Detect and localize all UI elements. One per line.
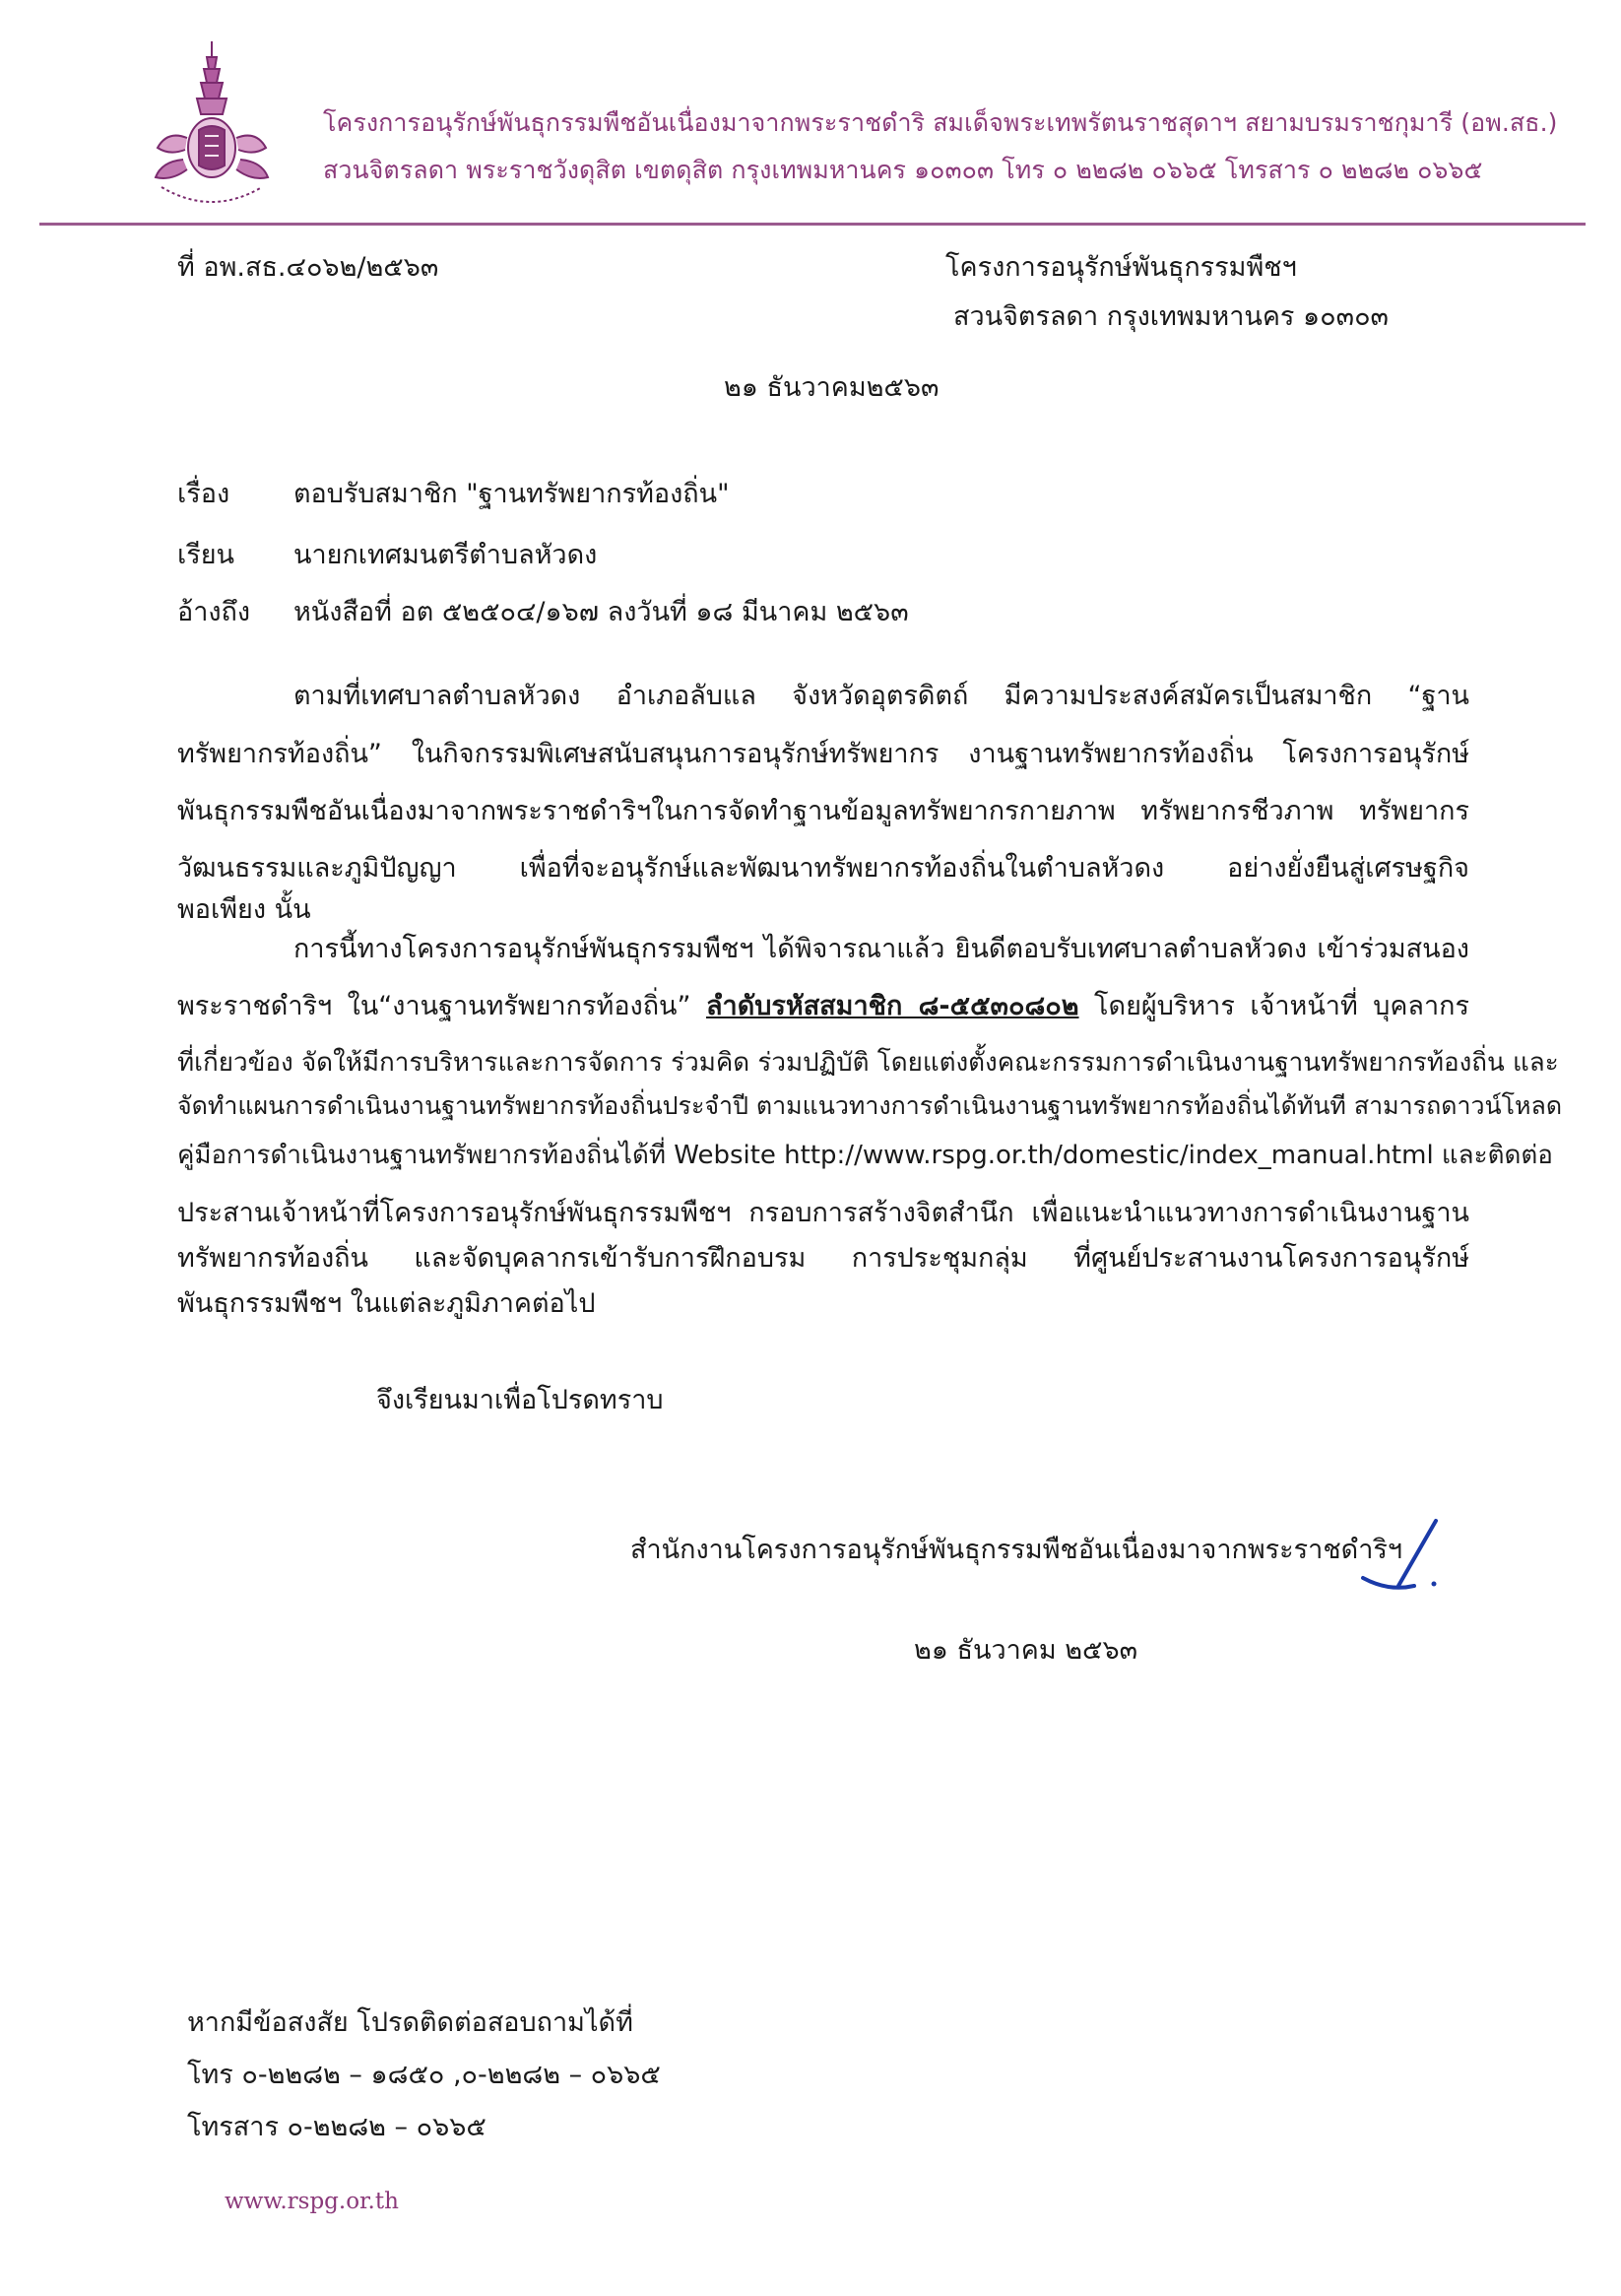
para2-line: คู่มือการดําเนินงานฐานทรัพยากรท้องถิ่นได้ที่ Website http://www.rspg.or.th/domestic/index_manual.html และติดต่อ	[177, 1141, 1553, 1170]
reference-text: หนังสือที่ อต ๕๒๕๐๔/๑๖๗ ลงวันที่ ๑๘ มีนาคม ๒๕๖๓	[293, 597, 909, 627]
para2-line: การนี้ทางโครงการอนุรักษ์พันธุกรรมพืชฯ ได้พิจารณาแล้ว ยินดีตอบรับเทศบาลตําบลหัวดง เข้าร่วมสนอง	[293, 934, 1469, 964]
member-code: ลําดับรหัสสมาชิก ๘-๕๕๓๐๘๐๒	[706, 991, 1079, 1021]
letterhead-line-1: โครงการอนุรักษ์พันธุกรรมพืชอันเนื่องมาจากพระราชดําริ สมเด็จพระเทพรัตนราชสุดาฯ สยามบรมราชกุมารี (อพ.สธ.)	[323, 108, 1558, 137]
para2-text: พระราชดําริฯ ใน“งานฐานทรัพยากรท้องถิ่น”	[177, 991, 707, 1021]
signature-mark	[1359, 1517, 1477, 1606]
document-date: ๒๑ ธันวาคม๒๕๖๓	[724, 372, 940, 403]
royal-emblem-icon	[148, 39, 276, 222]
recipient-text: นายกเทศมนตรีตําบลหัวดง	[293, 540, 598, 570]
subject-text: ตอบรับสมาชิก "ฐานทรัพยากรท้องถิ่น"	[293, 479, 730, 509]
para1-line: พอเพียง นั้น	[177, 894, 311, 925]
contact-fax: โทรสาร ๐-๒๒๘๒ – ๐๖๖๕	[187, 2112, 486, 2142]
contact-phone: โทร ๐-๒๒๘๒ – ๑๘๕๐ ,๐-๒๒๘๒ – ๐๖๖๕	[187, 2060, 661, 2090]
para2-line-member	[177, 993, 1469, 1019]
para2-line: ที่เกี่ยวข้อง จัดให้มีการบริหารและการจัดการ ร่วมคิด ร่วมปฏิบัติ โดยแต่งตั้งคณะกรรมการดําเนินงานฐานทรัพยากรท้องถิ่น และ	[177, 1048, 1559, 1078]
para2-line: พันธุกรรมพืชฯ ในแต่ละภูมิภาคต่อไป	[177, 1288, 596, 1319]
contact-intro: หากมีข้อสงสัย โปรดติดต่อสอบถามได้ที่	[187, 2007, 633, 2038]
sender-organization: โครงการอนุรักษ์พันธุกรรมพืชฯ	[945, 252, 1297, 283]
sender-address: สวนจิตรลดา กรุงเทพมหานคร ๑๐๓๐๓	[953, 301, 1390, 332]
recipient-label: เรียน	[177, 540, 235, 570]
letterhead-line-2: สวนจิตรลดา พระราชวังดุสิต เขตดุสิต กรุงเทพมหานคร ๑๐๓๐๓ โทร ๐ ๒๒๘๒ ๐๖๖๕ โทรสาร ๐ ๒๒๘๒ ๐๖๖๕	[323, 156, 1483, 184]
reference-number: ที่ อพ.สธ.๔๐๖๒/๒๕๖๓	[177, 252, 439, 283]
signature-date: ๒๑ ธันวาคม ๒๕๖๓	[914, 1635, 1138, 1666]
para1-line: วัฒนธรรมและภูมิปัญญา เพื่อที่จะอนุรักษ์และพัฒนาทรัพยากรท้องถิ่นในตําบลหัวดง อย่างยั่งยืนสู่เศรษฐกิจ	[177, 853, 1469, 884]
letterhead-divider	[39, 223, 1586, 226]
para1-line: ทรัพยากรท้องถิ่น” ในกิจกรรมพิเศษสนับสนุนการอนุรักษ์ทรัพยากร งานฐานทรัพยากรท้องถิ่น โครงการอนุรักษ์	[177, 739, 1469, 769]
para2-line: ประสานเจ้าหน้าที่โครงการอนุรักษ์พันธุกรรมพืชฯ กรอบการสร้างจิตสํานึก เพื่อแนะนําแนวทางการดําเนินงานฐาน	[177, 1198, 1469, 1228]
reference-label: อ้างถึง	[177, 597, 251, 627]
subject-label: เรื่อง	[177, 479, 230, 509]
para2-text: โดยผู้บริหาร เจ้าหน้าที่ บุคลากร	[1078, 991, 1469, 1021]
closing-text: จึงเรียนมาเพื่อโปรดทราบ	[376, 1385, 664, 1415]
para2-line: จัดทําแผนการดําเนินงานฐานทรัพยากรท้องถิ่นประจําปี ตามแนวทางการดําเนินงานฐานทรัพยากรท้องถิ่นได้ทันที สามารถดาวน์โหลด	[177, 1091, 1563, 1120]
para1-line: ตามที่เทศบาลตําบลหัวดง อําเภอลับแล จังหวัดอุตรดิตถ์ มีความประสงค์สมัครเป็นสมาชิก “ฐาน	[293, 681, 1469, 711]
para2-line: ทรัพยากรท้องถิ่น และจัดบุคลากรเข้ารับการฝึกอบรม การประชุมกลุ่ม ที่ศูนย์ประสานงานโครงการอนุรักษ์	[177, 1243, 1469, 1274]
signatory-name: สํานักงานโครงการอนุรักษ์พันธุกรรมพืชอันเนื่องมาจากพระราชดําริฯ	[630, 1535, 1403, 1565]
website-link[interactable]: www.rspg.or.th	[225, 2189, 399, 2214]
para1-line: พันธุกรรมพืชอันเนื่องมาจากพระราชดําริฯในการจัดทําฐานข้อมูลทรัพยากรกายภาพ ทรัพยากรชีวภาพ ทรัพยากร	[177, 796, 1469, 826]
